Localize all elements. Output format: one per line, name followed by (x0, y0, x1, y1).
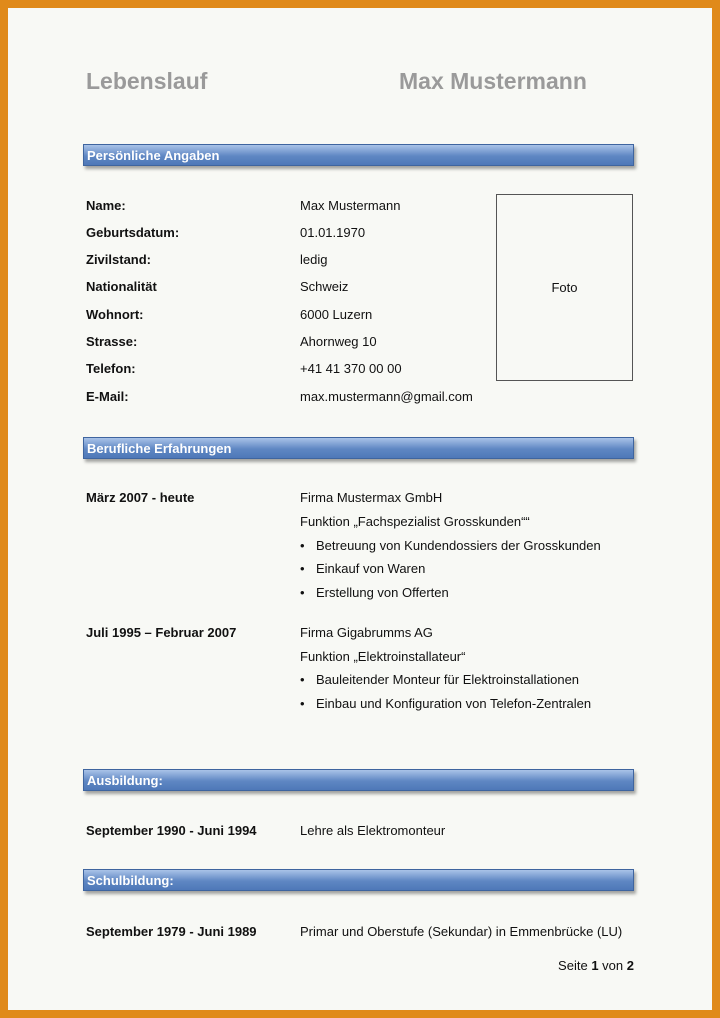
personal-row (86, 277, 496, 297)
personal-value: Ahornweg 10 (300, 334, 377, 349)
section-education-header: Ausbildung: (83, 769, 634, 791)
personal-row (86, 332, 496, 352)
page-prefix: Seite (558, 958, 588, 973)
person-name-title: Max Mustermann (399, 68, 587, 94)
section-personal-header: Persönliche Angaben (83, 144, 634, 166)
bullet-text: Einbau und Konfiguration von Telefon-Zentralen (316, 696, 592, 711)
personal-label: E-Mail: (86, 389, 129, 404)
personal-row (86, 250, 496, 270)
bullet-icon: • (300, 672, 305, 687)
education-period: September 1990 - Juni 1994 (86, 823, 257, 838)
school-text: Primar und Oberstufe (Sekundar) in Emmenbrücke (LU) (300, 924, 623, 939)
personal-row (86, 387, 496, 407)
document-title: Lebenslauf (86, 68, 208, 94)
cv-page (8, 8, 712, 1010)
photo-label: Foto (551, 280, 578, 295)
personal-label: Zivilstand: (86, 252, 152, 267)
personal-label: Geburtsdatum: (86, 225, 180, 240)
work-period: Juli 1995 – Februar 2007 (86, 625, 237, 640)
work-bullet (300, 559, 425, 579)
bullet-text: Bauleitender Monteur für Elektroinstallationen (316, 672, 580, 687)
bullet-icon: • (300, 561, 305, 576)
bullet-text: Betreuung von Kundendossiers der Grosskunden (316, 538, 601, 553)
personal-label: Telefon: (86, 361, 136, 376)
personal-label: Strasse: (86, 334, 138, 349)
work-company: Firma Gigabrumms AG (300, 625, 433, 640)
personal-value: +41 41 370 00 00 (300, 361, 402, 376)
bullet-text: Erstellung von Offerten (316, 585, 449, 600)
work-function: Funktion „Fachspezialist Grosskunden““ (300, 514, 530, 529)
bullet-icon: • (300, 585, 305, 600)
section-school-header: Schulbildung: (83, 869, 634, 891)
personal-row (86, 196, 496, 216)
section-work-header: Berufliche Erfahrungen (83, 437, 634, 459)
personal-value: Max Mustermann (300, 198, 401, 213)
email-value: max.mustermann@gmail.com (300, 389, 473, 404)
school-period: September 1979 - Juni 1989 (86, 924, 257, 939)
bullet-text: Einkauf von Waren (316, 561, 426, 576)
page-middle: von (602, 958, 624, 973)
personal-label: Nationalität (86, 279, 157, 294)
work-bullet (300, 694, 591, 714)
work-bullet (300, 670, 579, 690)
personal-label: Name: (86, 198, 126, 213)
work-period: März 2007 - heute (86, 490, 195, 505)
current-page: 1 (591, 958, 599, 973)
work-company: Firma Mustermax GmbH (300, 490, 443, 505)
bullet-icon: • (300, 696, 305, 711)
personal-value: Schweiz (300, 279, 349, 294)
bullet-icon: • (300, 538, 305, 553)
education-text: Lehre als Elektromonteur (300, 823, 446, 838)
personal-label: Wohnort: (86, 307, 144, 322)
photo-placeholder (496, 194, 633, 381)
work-function: Funktion „Elektroinstallateur“ (300, 649, 466, 664)
work-bullet (300, 536, 601, 556)
total-pages: 2 (626, 958, 634, 973)
personal-value: 01.01.1970 (300, 225, 366, 240)
work-bullet (300, 583, 449, 603)
personal-row (86, 359, 496, 379)
page-number (558, 958, 634, 973)
personal-row (86, 223, 496, 243)
personal-value: ledig (300, 252, 328, 267)
personal-row (86, 305, 496, 325)
personal-value: 6000 Luzern (300, 307, 373, 322)
